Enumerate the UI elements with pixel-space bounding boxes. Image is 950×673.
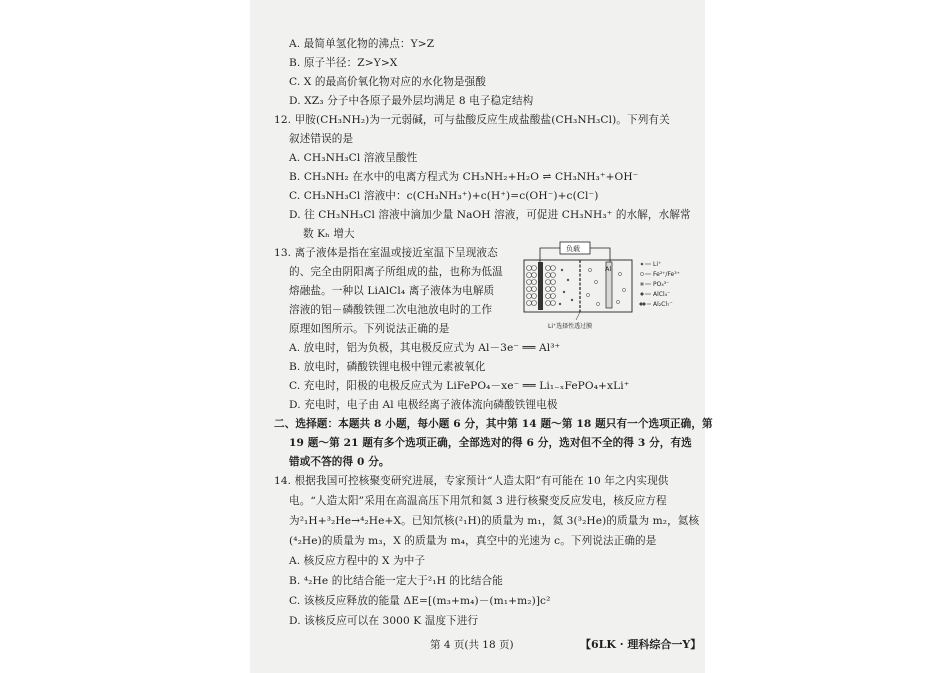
legend-symbol-fe xyxy=(640,272,643,275)
q14-stem-line-1: 14. 根据我国可控核聚变研究进展，专家预计“人造太阳”有可能在 10 年之内实现供 xyxy=(274,475,669,487)
q11-option-a: A. 最简单氢化物的沸点：Y>Z xyxy=(289,38,435,50)
q14-stem-line-2: 电。“人造太阳”采用在高温高压下用氘和氦 3 进行核聚变反应发电，核反应方程 xyxy=(289,495,667,507)
al-electrode-label: Al xyxy=(605,265,612,273)
section-2-heading-line-2: 19 题～第 21 题有多个选项正确，全部选对的得 6 分，选对但不全的得 3 分，有选 xyxy=(289,437,692,449)
q14-option-b: B. ⁴₂He 的比结合能一定大于²₁H 的比结合能 xyxy=(289,575,503,587)
legend-symbol-alcl4 xyxy=(640,292,644,296)
q14-stem-line-3: 为²₁H+³₂He→⁴₂He+X。已知氘核(²₁H)的质量为 m₁，氦 3(³₂He)的质量为 m₂，氦核 xyxy=(289,515,700,527)
q13-stem-line-4: 溶液的铝－磷酸铁锂二次电池放电时的工作 xyxy=(289,304,493,316)
membrane-label: Li⁺选择性透过膜 xyxy=(548,323,593,330)
q12-option-d-line-2: 数 Kₕ 增大 xyxy=(303,228,355,240)
legend-fe: Fe²⁺/Fe³⁺ xyxy=(653,271,680,278)
q14-option-a: A. 核反应方程中的 X 为中子 xyxy=(289,555,426,567)
lifepo4-collector xyxy=(538,262,543,310)
load-label: 负载 xyxy=(566,245,580,253)
q13-option-a: A. 放电时，铝为负极，其电极反应式为 Al－3e⁻ ══ Al³⁺ xyxy=(289,342,561,354)
q14-stem-line-4: (⁴₂He)的质量为 m₃，X 的质量为 m₄，真空中的光速为 c。下列说法正确的是 xyxy=(289,535,657,547)
section-2-heading-line-3: 错或不答的得 0 分。 xyxy=(289,456,390,468)
q13-stem-line-2: 的、完全由阴阳离子所组成的盐，也称为低温 xyxy=(289,266,503,278)
q12-option-b: B. CH₃NH₂ 在水中的电离方程式为 CH₃NH₂+H₂O ⇌ CH₃NH₃⁺+OH⁻ xyxy=(289,171,639,183)
legend-li: Li⁺ xyxy=(653,261,662,268)
left-ions xyxy=(559,269,573,305)
q11-option-c: C. X 的最高价氧化物对应的水化物是强酸 xyxy=(289,76,486,88)
section-2-heading-line-1: 二、选择题：本题共 8 小题，每小题 6 分，其中第 14 题～第 18 题只有一个选项正确，第 xyxy=(274,418,713,430)
battery-diagram-svg xyxy=(510,240,695,332)
q14-option-d: D. 该核反应可以在 3000 K 温度下进行 xyxy=(289,615,479,627)
legend-symbol-li xyxy=(641,263,644,266)
legend-symbol-po4 xyxy=(641,283,644,286)
q11-option-d: D. XZ₃ 分子中各原子最外层均满足 8 电子稳定结构 xyxy=(289,95,534,107)
q13-option-b: B. 放电时，磷酸铁锂电极中锂元素被氧化 xyxy=(289,361,486,373)
legend-po4: PO₄³⁻ xyxy=(653,281,670,288)
q12-option-d-line-1: D. 往 CH₃NH₃Cl 溶液中滴加少量 NaOH 溶液，可促进 CH₃NH₃⁺ 的水解，水解常 xyxy=(289,209,691,221)
q12-option-c: C. CH₃NH₃Cl 溶液中：c(CH₃NH₃⁺)+c(H⁺)=c(OH⁻)+c(Cl⁻) xyxy=(289,190,599,202)
page-number: 第 4 页(共 18 页) xyxy=(430,639,514,651)
q12-stem-line-2: 叙述错误的是 xyxy=(289,133,354,145)
q11-option-b: B. 原子半径：Z>Y>X xyxy=(289,57,398,69)
legend-alcl4: AlCl₄⁻ xyxy=(653,291,671,298)
q13-stem-line-3: 熔融盐。一种以 LiAlCl₄ 离子液体为电解质 xyxy=(289,285,495,297)
q13-option-c: C. 充电时，阳极的电极反应式为 LiFePO₄－xe⁻ ══ Li₁₋ₓFePO₄+xLi⁺ xyxy=(289,380,630,392)
q13-stem-line-5: 原理如图所示。下列说法正确的是 xyxy=(289,323,450,335)
legend-symbol-al2cl7 xyxy=(639,302,646,306)
exam-code: 【6LK · 理科综合一Y】 xyxy=(580,638,702,651)
q12-option-a: A. CH₃NH₃Cl 溶液呈酸性 xyxy=(289,152,418,164)
diagram-legend xyxy=(639,261,680,308)
membrane-pointer xyxy=(576,312,580,320)
q12-stem-line-1: 12. 甲胺(CH₃NH₂)为一元弱碱，可与盐酸反应生成盐酸盐(CH₃NH₃Cl)。下列有关 xyxy=(274,114,670,126)
battery-diagram xyxy=(510,240,695,332)
q14-option-c: C. 该核反应释放的能量 ΔE=[(m₃+m₄)－(m₁+m₂)]c² xyxy=(289,595,551,607)
q13-option-d: D. 充电时，电子由 Al 电极经离子液体流向磷酸铁锂电极 xyxy=(289,399,558,411)
q13-stem-line-1: 13. 离子液体是指在室温或接近室温下呈现液态 xyxy=(274,247,498,259)
legend-al2cl7: Al₂Cl₇⁻ xyxy=(653,301,673,308)
